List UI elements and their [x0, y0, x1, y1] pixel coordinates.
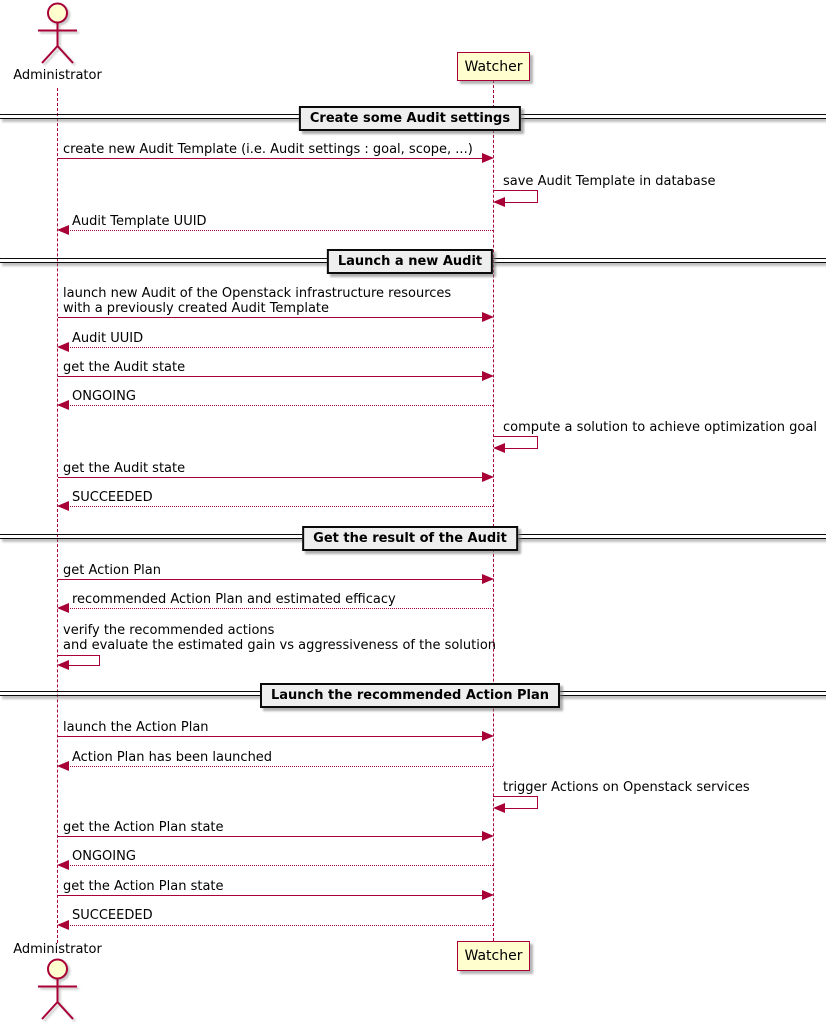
arrowhead-left-icon: [493, 803, 505, 813]
message-label-line2: and evaluate the estimated gain vs aggressiveness of the solution: [63, 638, 497, 653]
administrator-lifeline: [57, 88, 58, 943]
administrator-actor-icon: [22, 2, 94, 66]
self-message-loop: [505, 448, 538, 449]
arrowhead-left-icon: [493, 443, 505, 453]
arrowhead-left-icon: [57, 225, 69, 235]
self-message-loop: [69, 665, 100, 666]
message-line: [58, 317, 483, 318]
message-label: save Audit Template in database: [503, 174, 716, 189]
arrowhead-left-icon: [57, 860, 69, 870]
message-label: get the Audit state: [63, 461, 186, 476]
message-line: [58, 736, 483, 737]
message-label: SUCCEEDED: [72, 908, 153, 923]
message-label-line2: with a previously created Audit Template: [63, 301, 330, 316]
message-label: get the Action Plan state: [63, 820, 224, 835]
arrowhead-right-icon: [482, 574, 494, 584]
message-line: [62, 865, 493, 866]
watcher-box-bottom: [457, 941, 530, 971]
arrowhead-left-icon: [57, 660, 69, 670]
administrator-label-top: Administrator: [13, 68, 102, 83]
divider-label: Launch the recommended Action Plan: [260, 683, 560, 708]
arrowhead-left-icon: [57, 603, 69, 613]
self-message-loop: [537, 190, 538, 202]
message-line: [58, 836, 483, 837]
arrowhead-left-icon: [493, 197, 505, 207]
arrowhead-right-icon: [482, 890, 494, 900]
arrowhead-right-icon: [482, 371, 494, 381]
arrowhead-left-icon: [57, 761, 69, 771]
message-label: trigger Actions on Openstack services: [503, 780, 750, 795]
message-line: [62, 766, 493, 767]
message-label: Action Plan has been launched: [72, 750, 273, 765]
message-line: [58, 579, 483, 580]
message-line: [58, 477, 483, 478]
divider-label: Launch a new Audit: [327, 249, 493, 274]
self-message-loop: [57, 655, 100, 656]
message-label: recommended Action Plan and estimated efficacy: [72, 592, 396, 607]
self-message-loop: [505, 202, 538, 203]
divider-label: Get the result of the Audit: [302, 526, 518, 551]
arrowhead-right-icon: [482, 731, 494, 741]
message-label: create new Audit Template (i.e. Audit settings : goal, scope, ...): [63, 142, 473, 157]
message-line: [58, 895, 483, 896]
arrowhead-right-icon: [482, 153, 494, 163]
self-message-loop: [537, 436, 538, 448]
arrowhead-left-icon: [57, 501, 69, 511]
message-label-line1: verify the recommended actions: [63, 623, 275, 638]
message-label: get the Audit state: [63, 360, 186, 375]
message-line: [62, 405, 493, 406]
self-message-loop: [537, 796, 538, 808]
watcher-label-top: Watcher: [464, 58, 523, 75]
administrator-label-bottom: Administrator: [13, 942, 102, 957]
message-line: [62, 925, 493, 926]
self-message-loop: [99, 655, 100, 665]
message-label: get the Action Plan state: [63, 879, 224, 894]
self-message-loop: [493, 190, 538, 191]
message-label: get Action Plan: [63, 563, 161, 578]
message-line: [62, 608, 493, 609]
self-message-loop: [493, 796, 538, 797]
arrowhead-right-icon: [482, 472, 494, 482]
self-message-loop: [505, 808, 538, 809]
arrowhead-left-icon: [57, 400, 69, 410]
message-line: [62, 347, 493, 348]
message-line: [62, 506, 493, 507]
message-label: Audit Template UUID: [72, 214, 207, 229]
message-line: [58, 376, 483, 377]
arrowhead-right-icon: [482, 831, 494, 841]
message-label: ONGOING: [72, 849, 136, 864]
message-label: SUCCEEDED: [72, 490, 153, 505]
watcher-box-top: [457, 52, 530, 81]
watcher-label-bottom: Watcher: [464, 948, 523, 964]
message-line: [62, 230, 493, 231]
message-line: [58, 158, 483, 159]
arrowhead-left-icon: [57, 342, 69, 352]
message-label: ONGOING: [72, 389, 136, 404]
message-label-line1: launch new Audit of the Openstack infrastructure resources: [63, 286, 452, 301]
message-label: compute a solution to achieve optimization goal: [503, 420, 817, 435]
message-label: Audit UUID: [72, 331, 144, 346]
administrator-actor-icon: [22, 957, 94, 1023]
self-message-loop: [493, 436, 538, 437]
arrowhead-left-icon: [57, 920, 69, 930]
divider-label: Create some Audit settings: [299, 106, 521, 131]
arrowhead-right-icon: [482, 312, 494, 322]
message-label: launch the Action Plan: [63, 720, 209, 735]
